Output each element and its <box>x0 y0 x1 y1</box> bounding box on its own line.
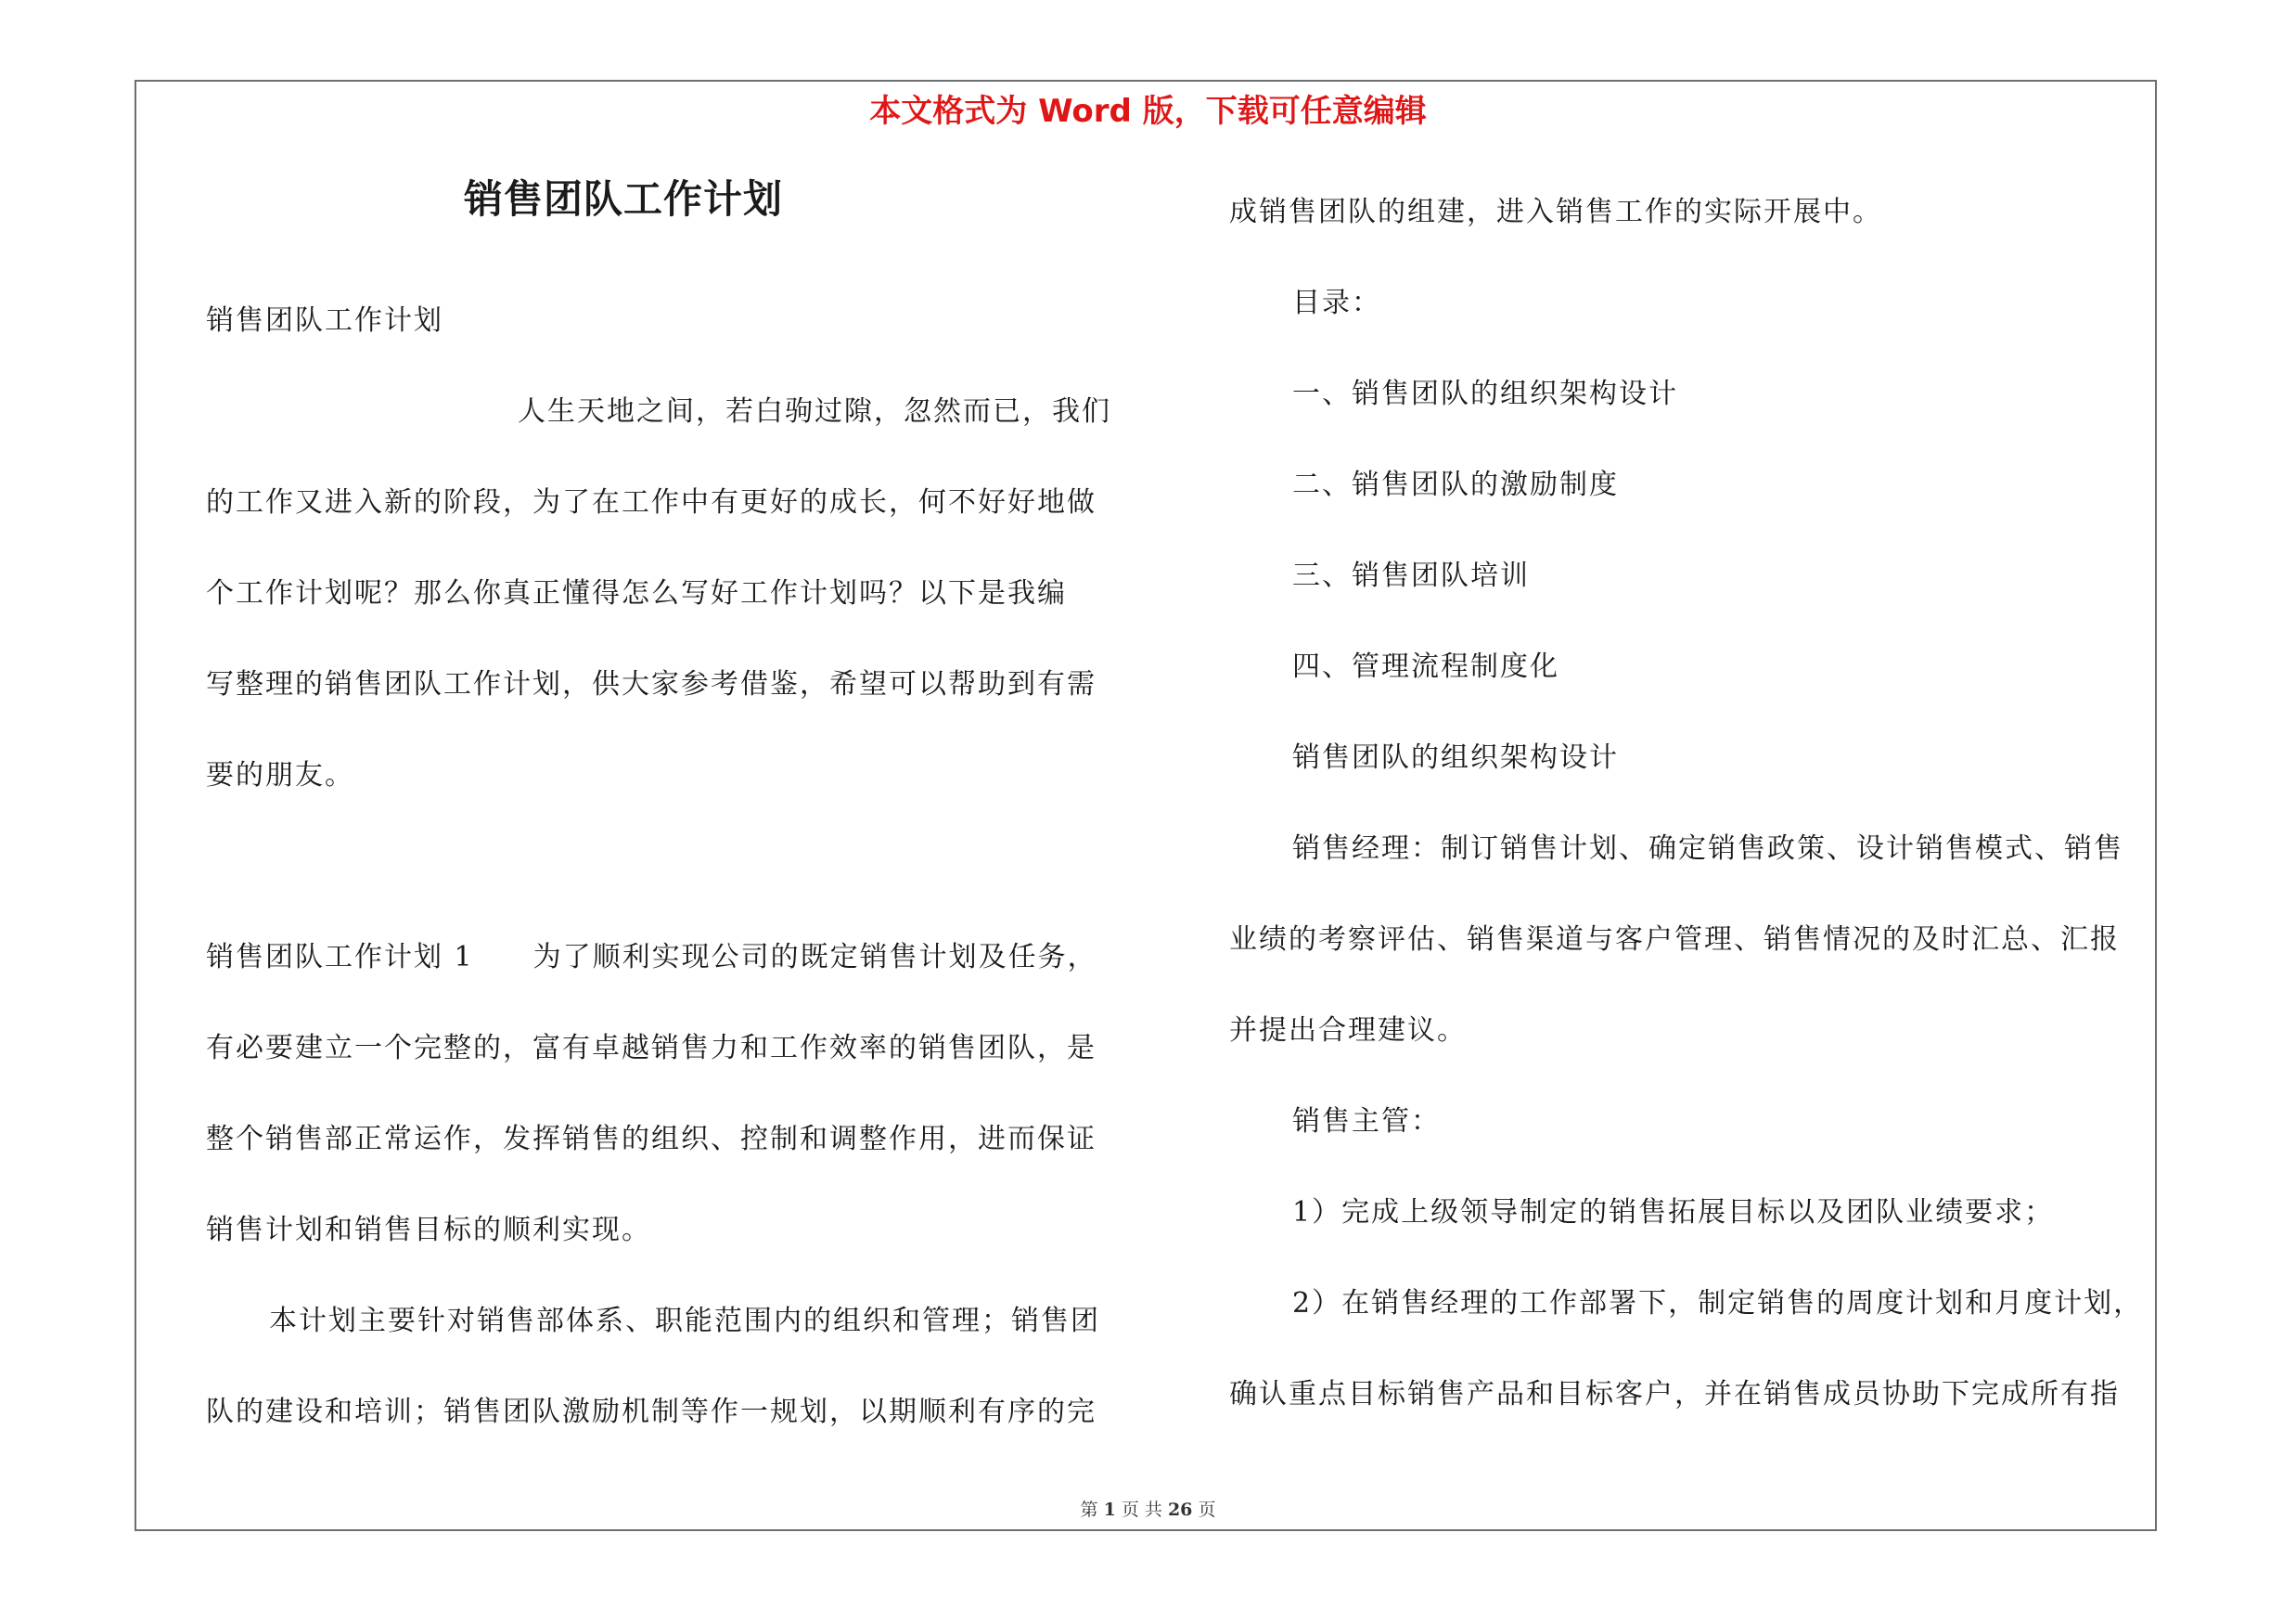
list-item: 1）完成上级领导制定的销售拓展目标以及团队业绩要求； <box>1292 1196 2055 1229</box>
paragraph-line: 个工作计划呢？那么你真正懂得怎么写好工作计划吗？以下是我编 <box>206 577 1067 610</box>
paragraph-line: 成销售团队的组建，进入销售工作的实际开展中。 <box>1229 196 1882 228</box>
document-title: 销售团队工作计划 <box>464 176 784 222</box>
paragraph-line: 销售经理：制订销售计划、确定销售政策、设计销售模式、销售 <box>1292 832 2123 865</box>
section-heading: 销售团队的组织架构设计 <box>1292 741 1619 774</box>
paragraph-heading: 销售团队工作计划 <box>206 304 443 337</box>
paragraph-line: 销售团队工作计划 1 为了顺利实现公司的既定销售计划及任务， <box>206 941 1097 973</box>
footer-middle: 页 共 <box>1121 1500 1162 1520</box>
paragraph-line: 队的建设和培训；销售团队激励机制等作一规划，以期顺利有序的完 <box>206 1396 1097 1428</box>
paragraph-line: 要的朋友。 <box>206 759 354 792</box>
toc-heading: 目录： <box>1292 287 1381 319</box>
paragraph-line: 销售主管： <box>1292 1105 1441 1138</box>
paragraph-line: 人生天地之间，若白驹过隙，忽然而已，我们 <box>518 395 1111 428</box>
paragraph-line: 并提出合理建议。 <box>1229 1014 1467 1047</box>
format-banner: 本文格式为 Word 版，下载可任意编辑 <box>869 93 1427 130</box>
total-page-count: 26 <box>1167 1500 1193 1520</box>
paragraph-line: 有必要建立一个完整的，富有卓越销售力和工作效率的销售团队，是 <box>206 1032 1097 1064</box>
left-column <box>206 162 1148 1458</box>
paragraph-line: 销售计划和销售目标的顺利实现。 <box>206 1214 651 1246</box>
toc-item: 二、销售团队的激励制度 <box>1292 469 1619 501</box>
paragraph-line: 写整理的销售团队工作计划，供大家参考借鉴，希望可以帮助到有需 <box>206 668 1097 701</box>
paragraph-gap <box>206 821 1148 912</box>
toc-item: 四、管理流程制度化 <box>1292 650 1559 683</box>
footer-suffix: 页 <box>1198 1500 1216 1520</box>
current-page-number: 1 <box>1103 1500 1116 1520</box>
page-footer <box>0 1496 2296 1521</box>
toc-item: 三、销售团队培训 <box>1292 560 1530 592</box>
paragraph-line: 业绩的考察评估、销售渠道与客户管理、销售情况的及时汇总、汇报 <box>1229 923 2120 956</box>
right-column <box>1229 167 2166 1440</box>
paragraph-line: 确认重点目标销售产品和目标客户，并在销售成员协助下完成所有指 <box>1229 1378 2120 1410</box>
footer-prefix: 第 <box>1080 1500 1098 1520</box>
paragraph-line: 的工作又进入新的阶段，为了在工作中有更好的成长，何不好好地做 <box>206 486 1097 519</box>
list-item: 2）在销售经理的工作部署下，制定销售的周度计划和月度计划， <box>1292 1287 2144 1320</box>
paragraph-line: 本计划主要针对销售部体系、职能范围内的组织和管理；销售团 <box>269 1305 1100 1337</box>
toc-item: 一、销售团队的组织架构设计 <box>1292 378 1678 410</box>
paragraph-line: 整个销售部正常运作，发挥销售的组织、控制和调整作用，进而保证 <box>206 1123 1097 1155</box>
